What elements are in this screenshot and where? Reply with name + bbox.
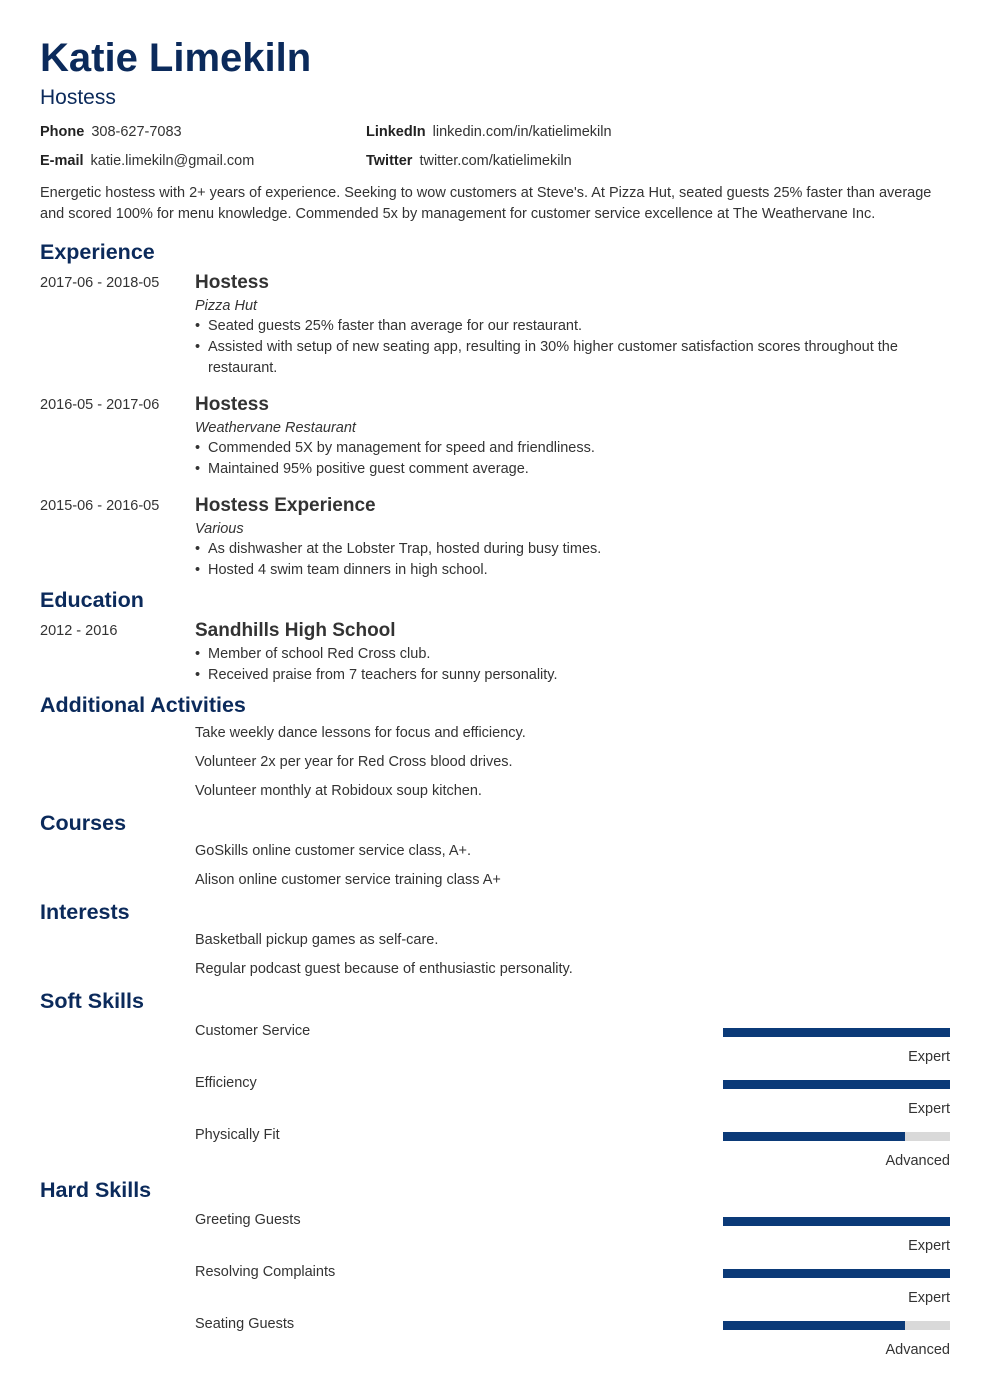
skill-level: Expert [908, 1101, 950, 1117]
list-item: Alison online customer service training class A+ [195, 872, 501, 888]
candidate-title: Hostess [40, 86, 116, 109]
entry-bullets [195, 316, 950, 379]
skill-bar-fill [723, 1217, 950, 1226]
list-item: GoSkills online customer service class, A+. [195, 843, 472, 859]
bullet-item: • Seated guests 25% faster than average for our restaurant. [195, 316, 950, 337]
bullet-item: • Member of school Red Cross club. [195, 644, 950, 665]
entry-org: Various [195, 521, 244, 537]
skill-bar [723, 1321, 950, 1330]
skill-level: Expert [908, 1049, 950, 1065]
entry-date: 2015-06 - 2016-05 [40, 498, 160, 514]
phone-label: Phone [40, 124, 85, 140]
skill-row [40, 1123, 950, 1175]
email-label: E-mail [40, 153, 84, 169]
skill-bar [723, 1217, 950, 1226]
summary: Energetic hostess with 2+ years of experience. Seeking to wow customers at Steve's. At Pizza Hut, seated guests 25% faster than average and scored 100% for menu knowledge. Commended 5x by management for customer service excellence at The Weathervane Inc. [40, 185, 932, 222]
twitter-value[interactable]: twitter.com/katielimekiln [419, 153, 572, 169]
skill-name: Seating Guests [195, 1316, 295, 1332]
contact-twitter [366, 151, 572, 171]
bullet-item: • Hosted 4 swim team dinners in high school. [195, 560, 950, 581]
bullet-item: • As dishwasher at the Lobster Trap, hosted during busy times. [195, 539, 950, 560]
entry-date: 2016-05 - 2017-06 [40, 397, 160, 413]
section-courses-title: Courses [40, 811, 127, 835]
list-item: Volunteer monthly at Robidoux soup kitchen. [195, 783, 482, 799]
skill-level: Advanced [885, 1153, 950, 1169]
skill-row [40, 1260, 950, 1312]
candidate-name: Katie Limekiln [40, 36, 312, 80]
entry-bullets [195, 644, 950, 686]
skill-bar-fill [723, 1269, 950, 1278]
skill-bar [723, 1080, 950, 1089]
entry-title: Sandhills High School [195, 620, 396, 641]
contact-linkedin [366, 122, 612, 142]
skill-name: Resolving Complaints [195, 1264, 336, 1280]
experience-entry [40, 494, 950, 581]
soft-skills-list [40, 1019, 950, 1175]
skill-name: Physically Fit [195, 1127, 280, 1143]
list-item: Basketball pickup games as self-care. [195, 932, 439, 948]
email-value[interactable]: katie.limekiln@gmail.com [90, 153, 255, 169]
skill-name: Greeting Guests [195, 1212, 301, 1228]
skill-bar-fill [723, 1132, 905, 1141]
skill-name: Efficiency [195, 1075, 257, 1091]
twitter-label: Twitter [366, 153, 413, 169]
entry-date: 2017-06 - 2018-05 [40, 275, 160, 291]
bullet-item: • Commended 5X by management for speed and friendliness. [195, 438, 950, 459]
experience-entry [40, 393, 950, 480]
skill-row [40, 1071, 950, 1123]
entry-org: Weathervane Restaurant [195, 420, 356, 436]
skill-bar [723, 1028, 950, 1037]
phone-value: 308-627-7083 [91, 124, 182, 140]
contact-phone [40, 122, 182, 142]
bullet-item: • Assisted with setup of new seating app, resulting in 30% higher customer satisfaction scores throughout the restaurant. [195, 337, 950, 379]
entry-title: Hostess [195, 394, 269, 415]
bullet-item: • Received praise from 7 teachers for sunny personality. [195, 665, 950, 686]
courses-list [40, 841, 950, 891]
entry-title: Hostess [195, 272, 269, 293]
skill-bar-fill [723, 1080, 950, 1089]
skill-row [40, 1208, 950, 1260]
bullet-item: • Maintained 95% positive guest comment average. [195, 459, 950, 480]
linkedin-value[interactable]: linkedin.com/in/katielimekiln [432, 124, 612, 140]
skill-row [40, 1312, 950, 1364]
section-experience-title: Experience [40, 240, 155, 264]
section-hard-skills-title: Hard Skills [40, 1178, 152, 1202]
interests-list [40, 930, 950, 980]
hard-skills-list [40, 1208, 950, 1364]
skill-row [40, 1019, 950, 1071]
entry-bullets [195, 539, 950, 581]
contact-email [40, 151, 254, 171]
contact-info [40, 122, 950, 180]
list-item: Regular podcast guest because of enthusiastic personality. [195, 961, 573, 977]
list-item: Take weekly dance lessons for focus and efficiency. [195, 725, 526, 741]
skill-level: Advanced [885, 1342, 950, 1358]
education-entry [40, 619, 950, 686]
entry-org: Pizza Hut [195, 298, 258, 314]
skill-level: Expert [908, 1290, 950, 1306]
skill-bar [723, 1269, 950, 1278]
activities-list [40, 723, 950, 802]
resume [40, 36, 950, 1364]
entry-title: Hostess Experience [195, 495, 376, 516]
section-education-title: Education [40, 588, 144, 612]
skill-level: Expert [908, 1238, 950, 1254]
section-interests-title: Interests [40, 900, 130, 924]
section-soft-skills-title: Soft Skills [40, 989, 144, 1013]
section-activities-title: Additional Activities [40, 693, 246, 717]
skill-bar [723, 1132, 950, 1141]
list-item: Volunteer 2x per year for Red Cross blood drives. [195, 754, 513, 770]
experience-entry [40, 271, 950, 379]
entry-bullets [195, 438, 950, 480]
linkedin-label: LinkedIn [366, 124, 426, 140]
skill-name: Customer Service [195, 1023, 311, 1039]
entry-date: 2012 - 2016 [40, 623, 118, 639]
skill-bar-fill [723, 1028, 950, 1037]
skill-bar-fill [723, 1321, 905, 1330]
